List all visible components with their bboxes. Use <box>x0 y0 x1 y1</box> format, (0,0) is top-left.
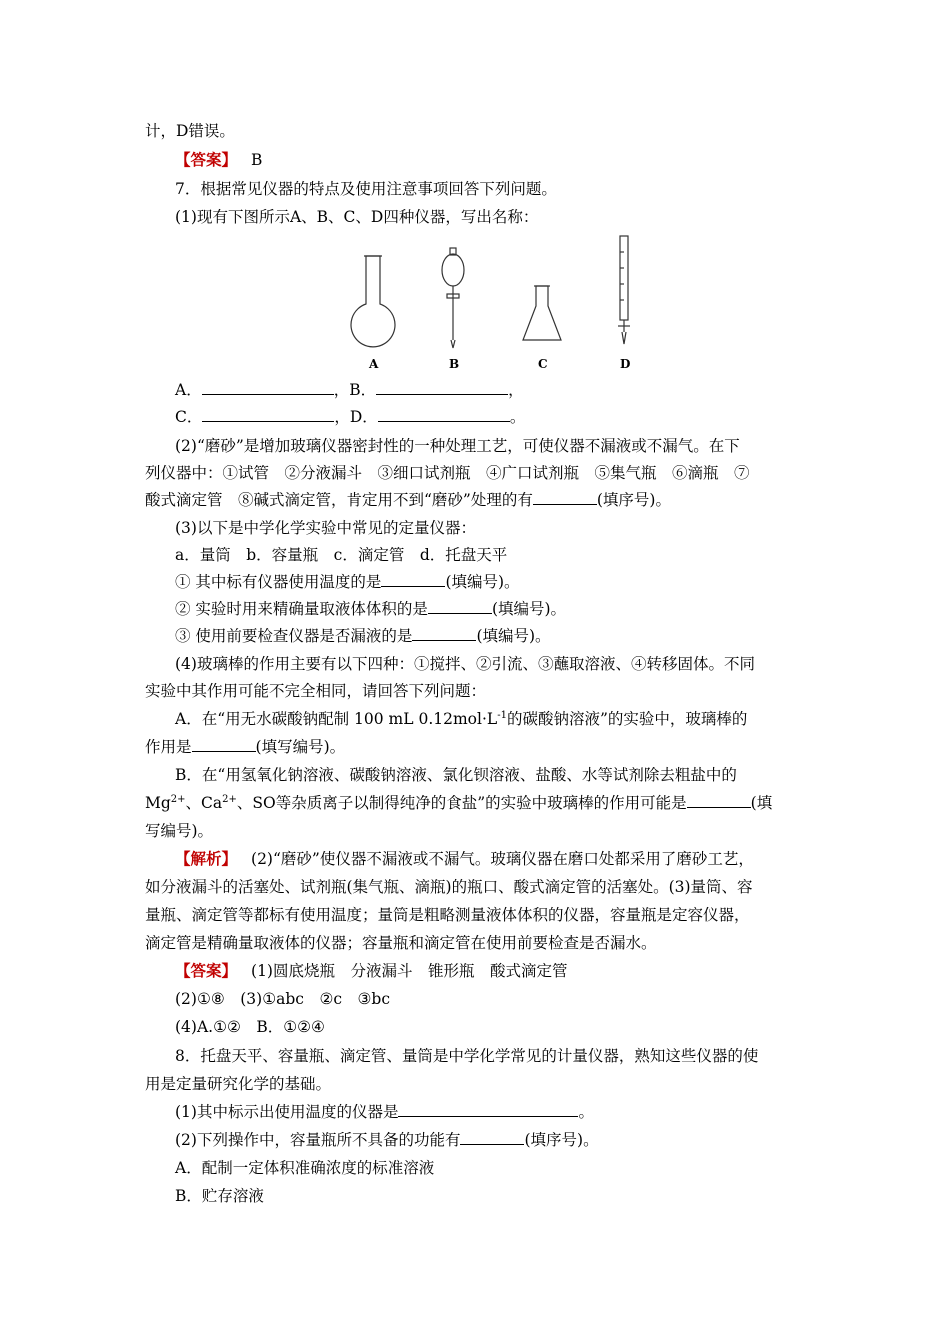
text-line: 计，D错误。 <box>145 122 235 140</box>
separatory-funnel-icon <box>442 248 464 348</box>
answer-line: 【答案】 B <box>175 150 263 169</box>
answer-blanks-cd: C． ，D． 。 <box>175 404 845 430</box>
acid-burette-icon <box>618 236 630 344</box>
text-line: (2)①⑧ (3)①abc ②c ③bc <box>175 990 391 1008</box>
text-line: (4)A.①② B．①②④ <box>175 1018 325 1036</box>
blank-q7-4b[interactable] <box>687 791 751 808</box>
blank-d[interactable] <box>378 405 510 422</box>
options-line: a．量筒 b．容量瓶 c．滴定管 d．托盘天平 <box>175 546 508 564</box>
blank-c[interactable] <box>202 405 334 422</box>
question-7: 7．根据常见仪器的特点及使用注意事项回答下列问题。 <box>175 180 557 198</box>
blank-q8-1[interactable] <box>398 1100 578 1117</box>
text-line: 滴定管是精确量取液体的仪器；容量瓶和滴定管在使用前要检查是否漏水。 <box>145 934 657 952</box>
option-a: A．配制一定体积准确浓度的标准溶液 <box>175 1159 435 1177</box>
blank-b[interactable] <box>376 378 508 395</box>
answer-line: 【答案】 (1)圆底烧瓶 分液漏斗 锥形瓶 酸式滴定管 <box>175 961 568 980</box>
text-line: 写编号)。 <box>145 822 214 840</box>
figure-label-d: D <box>620 357 631 371</box>
question-7-part-2: (2)“磨砂”是增加玻璃仪器密封性的一种处理工艺，可使仪器不漏液或不漏气。在下 <box>175 437 740 455</box>
figure-label-a: A <box>369 357 379 371</box>
blank-q7-3-2[interactable] <box>428 597 492 614</box>
blank-q8-2[interactable] <box>460 1128 524 1145</box>
text-line: B．在“用氢氧化钠溶液、碳酸钠溶液、氯化钡溶液、盐酸、水等试剂除去粗盐中的 <box>175 766 737 784</box>
text-line: 实验中其作用可能不完全相同，请回答下列问题： <box>145 682 487 700</box>
text-line: 如分液漏斗的活塞处、试剂瓶(集气瓶、滴瓶)的瓶口、酸式滴定管的活塞处。(3)量筒、容 <box>145 878 753 896</box>
figure-label-c: C <box>538 357 548 371</box>
text-line: 列仪器中：①试管 ②分液漏斗 ③细口试剂瓶 ④广口试剂瓶 ⑤集气瓶 ⑥滴瓶 ⑦ <box>145 464 750 482</box>
blank-q7-4a[interactable] <box>192 735 256 752</box>
analysis-line: 【解析】 (2)“磨砂”使仪器不漏液或不漏气。玻璃仪器在磨口处都采用了磨砂工艺， <box>175 849 754 868</box>
text-line: 用是定量研究化学的基础。 <box>145 1075 332 1093</box>
option-b: B．贮存溶液 <box>175 1187 264 1205</box>
round-bottom-flask-icon <box>351 256 395 347</box>
text-line: 酸式滴定管 ⑧碱式滴定管，肯定用不到“磨砂”处理的有 (填序号)。 <box>145 487 815 513</box>
question-7-part-1: (1)现有下图所示A、B、C、D四种仪器，写出名称： <box>175 208 539 226</box>
instruments-figure <box>335 232 665 374</box>
erlenmeyer-flask-icon <box>523 286 561 340</box>
text-line: 量瓶、滴定管等都标有使用温度；量筒是粗略测量液体体积的仪器，容量瓶是定容仪器， <box>145 906 750 924</box>
text-line: ① 其中标有仪器使用温度的是 (填编号)。 <box>175 569 845 595</box>
blank-q7-2[interactable] <box>533 488 597 505</box>
blank-q7-3-3[interactable] <box>412 624 476 641</box>
blank-q7-3-1[interactable] <box>381 570 445 587</box>
question-8-part-2: (2)下列操作中，容量瓶所不具备的功能有 (填序号)。 <box>175 1127 845 1153</box>
figure-label-b: B <box>449 357 460 371</box>
answer-tag: 【答案】 <box>175 150 238 169</box>
question-8-part-1: (1)其中标示出使用温度的仪器是 。 <box>175 1099 845 1125</box>
question-8: 8．托盘天平、容量瓶、滴定管、量筒是中学化学常见的计量仪器，熟知这些仪器的使 <box>175 1047 759 1065</box>
question-7-part-4: (4)玻璃棒的作用主要有以下四种：①搅拌、②引流、③蘸取溶液、④转移固体。不同 <box>175 655 755 673</box>
text-line: ② 实验时用来精确量取液体体积的是 (填编号)。 <box>175 596 845 622</box>
text-line: $Mg^{2+}$、$Ca^{2+}$、SO等杂质离子以制得纯净的食盐”的实验中玻璃棒的作用可能是 (填 <box>145 790 815 816</box>
answer-tag: 【答案】 <box>175 961 238 980</box>
answer-blanks-ab: A． ，B． ， <box>175 377 845 403</box>
text-line: ③ 使用前要检查仪器是否漏液的是 (填编号)。 <box>175 623 845 649</box>
text-line: 作用是 (填写编号)。 <box>145 734 815 760</box>
text-line: A．在“用无水碳酸钠配制 100 mL $0.12mol\cdot L^{-1}$的碳酸钠溶液”的实验中，玻璃棒的 <box>175 709 748 728</box>
blank-a[interactable] <box>202 378 334 395</box>
question-7-part-3: (3)以下是中学化学实验中常见的定量仪器： <box>175 519 476 537</box>
analysis-tag: 【解析】 <box>175 849 238 868</box>
